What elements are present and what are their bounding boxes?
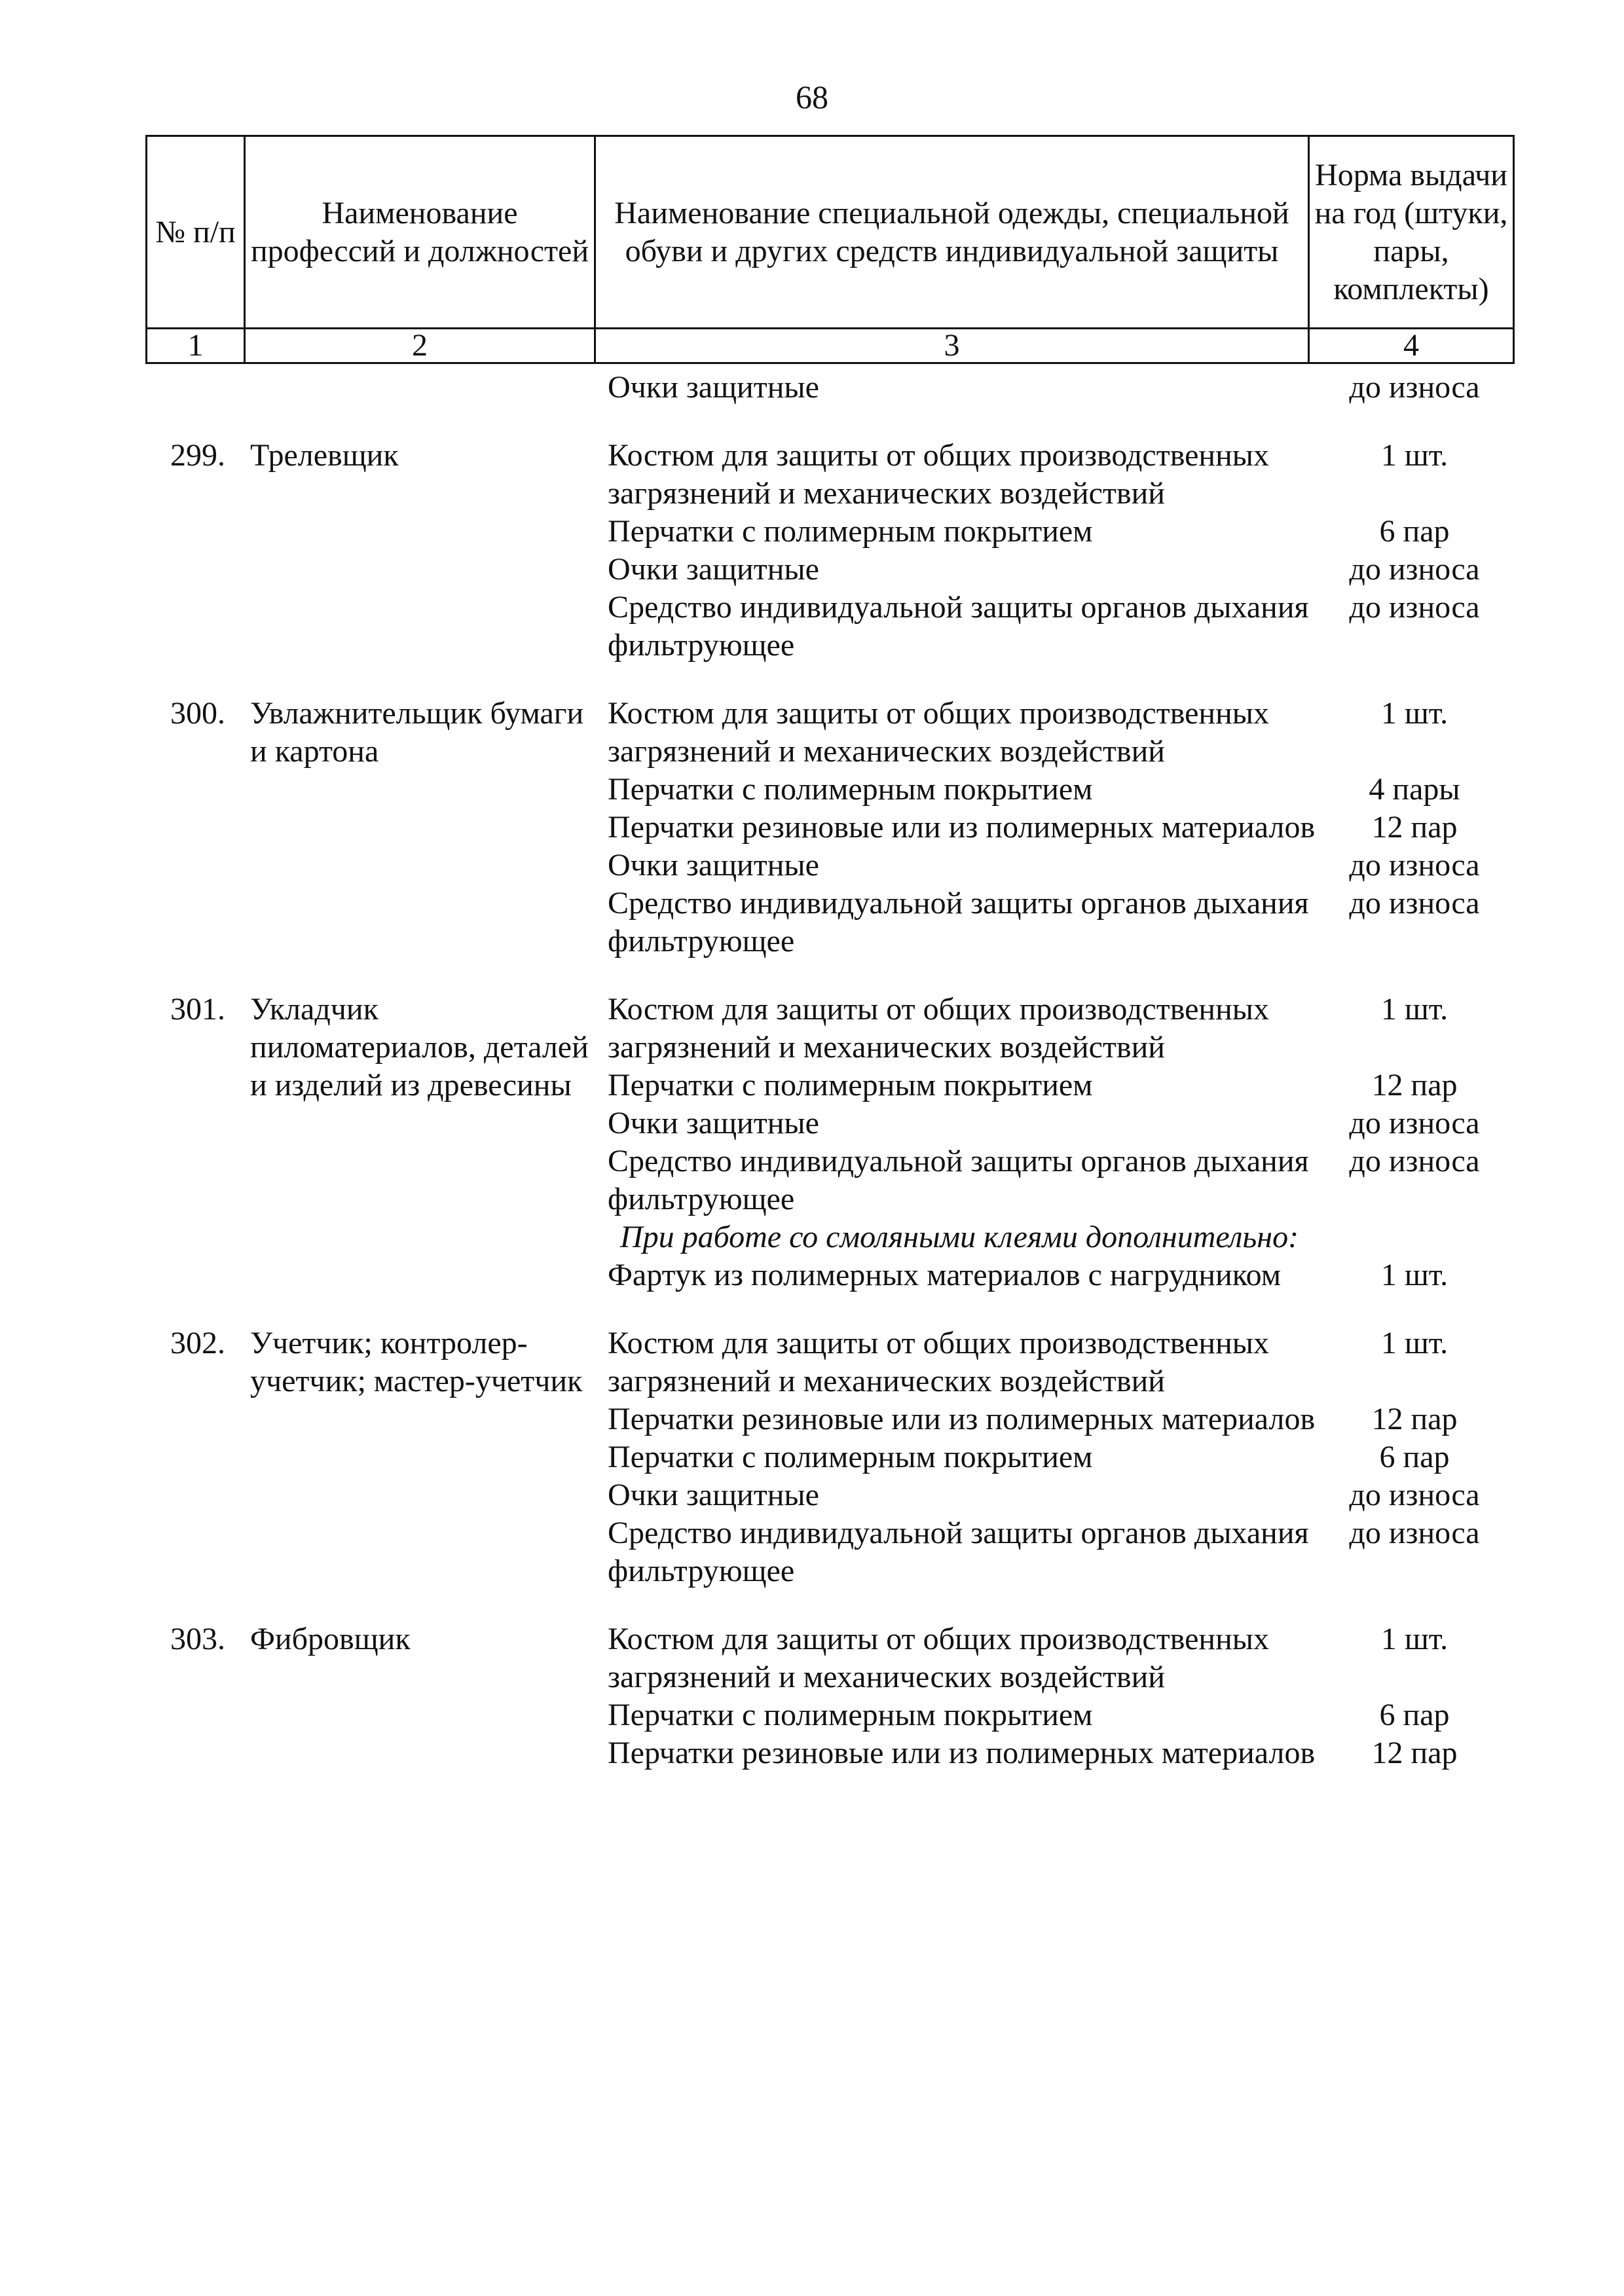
header-col-norm: Норма выдачи на год (штуки, пары, комплекты): [1309, 136, 1514, 329]
entry-number: 299.: [170, 438, 225, 473]
item-name: Перчатки резиновые или из полимерных материалов: [608, 1402, 1316, 1436]
item-norm: 12 пар: [1371, 1736, 1458, 1770]
entries-list: [145, 437, 1513, 1772]
equipment-item: [602, 1734, 1513, 1772]
item-norm: 12 пар: [1371, 1402, 1458, 1436]
item-norm: до износа: [1349, 370, 1480, 405]
equipment-item: [602, 1514, 1513, 1590]
item-name: Очки защитные: [608, 370, 819, 405]
item-name: Средство индивидуальной защиты органов дыхания фильтрующее: [608, 590, 1309, 663]
table-row: [145, 695, 1513, 960]
equipment-item: [602, 809, 1513, 847]
item-name: Перчатки с полимерным покрытием: [608, 1068, 1093, 1102]
item-name: Перчатки с полимерным покрытием: [608, 1440, 1093, 1474]
item-norm: 1 шт.: [1380, 1258, 1449, 1292]
item-norm: 12 пар: [1371, 810, 1458, 845]
item-name: Перчатки с полимерным покрытием: [608, 772, 1093, 807]
item-norm: 6 пар: [1379, 1440, 1450, 1474]
item-norm: 1 шт.: [1380, 1326, 1449, 1360]
equipment-item: [602, 884, 1513, 960]
equipment-item: [602, 1438, 1513, 1476]
item-name: Перчатки резиновые или из полимерных материалов: [608, 1736, 1316, 1770]
item-name: Костюм для защиты от общих производственных загрязнений и механических воздействий: [608, 1326, 1270, 1398]
equipment-item: [602, 1066, 1513, 1104]
item-name: Очки защитные: [608, 848, 819, 883]
equipment-item: [602, 1104, 1513, 1142]
header-col-equipment: Наименование специальной одежды, специальной обуви и других средств индивидуальной защиты: [595, 136, 1309, 329]
item-name: Перчатки резиновые или из полимерных материалов: [608, 810, 1316, 845]
item-name: Перчатки с полимерным покрытием: [608, 1698, 1093, 1732]
table-body: [145, 369, 1513, 1772]
item-name: Очки защитные: [608, 1478, 819, 1512]
equipment-item: [602, 695, 1513, 771]
item-norm: до износа: [1349, 1516, 1480, 1550]
item-norm: 4 пары: [1369, 772, 1460, 807]
header-col-number: № п/п: [147, 136, 245, 329]
page-number: 68: [796, 79, 828, 115]
profession-name: Фибровщик: [250, 1622, 411, 1656]
equipment-item: [602, 1620, 1513, 1696]
item-name: Очки защитные: [608, 552, 819, 587]
item-name: Перчатки с полимерным покрытием: [608, 514, 1093, 549]
table-row: [145, 437, 1513, 665]
table-row: [145, 1620, 1513, 1772]
item-norm: до износа: [1349, 552, 1480, 587]
item-norm: до износа: [1349, 1106, 1480, 1140]
item-name: Очки защитные: [608, 1106, 819, 1140]
item-norm: до износа: [1349, 886, 1480, 920]
equipment-list: [602, 437, 1513, 665]
table-row: [145, 1324, 1513, 1590]
entry-number: 303.: [170, 1622, 225, 1656]
profession-name: Увлажнительщик бумаги и картона: [250, 696, 584, 769]
item-norm: 6 пар: [1379, 514, 1450, 549]
item-name: Костюм для защиты от общих производственных загрязнений и механических воздействий: [608, 438, 1270, 511]
equipment-list: [602, 1324, 1513, 1590]
item-norm: 6 пар: [1379, 1698, 1450, 1732]
item-norm: до износа: [1349, 1478, 1480, 1512]
item-name: Костюм для защиты от общих производственных загрязнений и механических воздействий: [608, 1622, 1270, 1694]
item-name: Средство индивидуальной защиты органов дыхания фильтрующее: [608, 886, 1309, 958]
equipment-item: [602, 589, 1513, 665]
item-norm: 12 пар: [1371, 1068, 1458, 1102]
additional-note: При работе со смоляными клеями дополнительно:: [619, 1220, 1299, 1254]
equipment-item: [602, 771, 1513, 809]
entry-number: 302.: [170, 1326, 225, 1360]
item-norm: до износа: [1349, 848, 1480, 883]
profession-name: Учетчик; контролер-учетчик; мастер-учетчик: [250, 1326, 583, 1398]
equipment-item: [602, 551, 1513, 589]
equipment-item: [602, 1142, 1513, 1218]
item-norm: 1 шт.: [1380, 1622, 1449, 1656]
header-num-4: 4: [1309, 329, 1514, 363]
continuation-row: [145, 369, 1513, 407]
header-col-profession: Наименование профессий и должностей: [245, 136, 595, 329]
item-norm: 1 шт.: [1380, 696, 1449, 731]
profession-name: Трелевщик: [250, 438, 399, 473]
item-name: Средство индивидуальной защиты органов дыхания фильтрующее: [608, 1144, 1309, 1216]
equipment-item: [602, 1696, 1513, 1734]
header-num-2: 2: [245, 329, 595, 363]
item-name: Костюм для защиты от общих производственных загрязнений и механических воздействий: [608, 696, 1270, 769]
equipment-item: [602, 437, 1513, 513]
item-norm: 1 шт.: [1380, 992, 1449, 1027]
table-row: [145, 991, 1513, 1294]
header-num-3: 3: [595, 329, 1309, 363]
item-name: Средство индивидуальной защиты органов дыхания фильтрующее: [608, 1516, 1309, 1588]
header-num-1: 1: [147, 329, 245, 363]
equipment-list: [602, 695, 1513, 960]
equipment-item: [602, 991, 1513, 1066]
equipment-item: [602, 513, 1513, 551]
equipment-item: [602, 1400, 1513, 1438]
equipment-item: [602, 1476, 1513, 1514]
item-norm: 1 шт.: [1380, 438, 1449, 473]
equipment-list: [602, 1620, 1513, 1772]
equipment-item: [602, 1256, 1513, 1294]
equipment-list: [602, 991, 1513, 1294]
item-name: Костюм для защиты от общих производственных загрязнений и механических воздействий: [608, 992, 1270, 1065]
entry-number: 301.: [170, 992, 225, 1027]
equipment-item: [602, 1324, 1513, 1400]
item-name: Фартук из полимерных материалов с нагрудником: [608, 1258, 1282, 1292]
table-header: [145, 135, 1515, 364]
item-norm: до износа: [1349, 1144, 1480, 1178]
equipment-item: [602, 847, 1513, 884]
profession-name: Укладчик пиломатериалов, деталей и изделий из древесины: [250, 992, 589, 1102]
item-norm: до износа: [1349, 590, 1480, 625]
entry-number: 300.: [170, 696, 225, 731]
